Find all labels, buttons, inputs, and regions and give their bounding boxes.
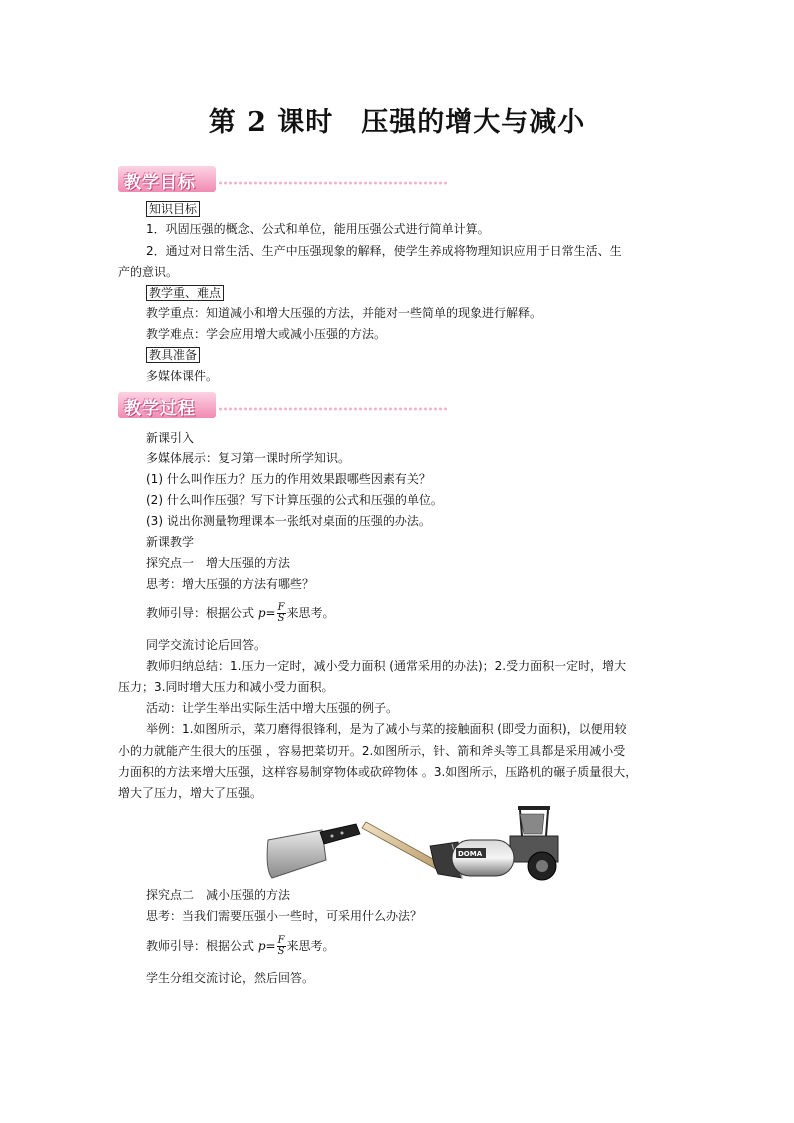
formula-equals: = <box>265 939 276 953</box>
tools-figure <box>262 800 562 882</box>
explore-1-heading: 探究点一 增大压强的方法 <box>146 556 291 570</box>
formula-numerator: F <box>277 602 285 613</box>
tools: 多媒体课件。 <box>146 369 219 383</box>
section-banner-process <box>118 392 448 420</box>
tools-heading-text: 教具准备 <box>146 347 200 363</box>
question-1: (1) 什么叫作压力？压力的作用效果跟哪些因素有关？ <box>146 472 431 486</box>
answer-2: 学生分组交流讨论，然后回答。 <box>146 971 315 985</box>
pressure-formula <box>258 603 287 624</box>
example-b: 小的力就能产生很大的压强 ，容易把菜切开。2.如图所示，针、箭和斧头等工具都是采用减小受 <box>118 744 626 758</box>
banner-dotted-line <box>218 180 448 186</box>
guide-prefix: 教师引导：根据公式 <box>146 939 258 953</box>
explore-2-heading: 探究点二 减小压强的方法 <box>146 888 291 902</box>
tools-heading <box>146 347 200 363</box>
guide-suffix: 来思考。 <box>286 939 335 953</box>
formula-denominator: S <box>277 613 285 624</box>
key-point: 教学重点：知道减小和增大压强的方法，并能对一些简单的现象进行解释。 <box>146 306 543 320</box>
formula-numerator: F <box>277 935 285 946</box>
objective-2b: 产的意识。 <box>118 265 179 279</box>
summary-a: 教师归纳总结：1.压力一定时，减小受力面积 (通常采用的办法)；2.受力面积一定时，增大 <box>146 659 627 673</box>
key-heading-text: 教学重、难点 <box>146 285 224 301</box>
difficulty: 教学难点：学会应用增大或减小压强的方法。 <box>146 327 387 341</box>
objective-2a: 2．通过对日常生活、生产中压强现象的解释，使学生养成将物理知识应用于日常生活、生 <box>146 244 622 258</box>
question-2: (2) 什么叫作压强？写下计算压强的公式和压强的单位。 <box>146 493 443 507</box>
formula-p: p <box>257 939 266 953</box>
page-title: 第 2 课时 压强的增大与减小 <box>208 107 586 138</box>
knowledge-heading-text: 知识目标 <box>146 201 200 217</box>
formula-fraction <box>277 936 286 957</box>
example-c: 力面积的方法来增大压强，这样容易制穿物体或砍碎物体 。3.如图所示，压路机的碾子质量很大， <box>118 765 638 779</box>
answer-1: 同学交流讨论后回答。 <box>146 638 267 652</box>
pressure-formula <box>258 936 287 957</box>
knowledge-heading <box>146 201 200 217</box>
road-roller-icon <box>452 806 558 880</box>
think-2: 思考：当我们需要压强小一些时，可采用什么办法？ <box>146 909 423 923</box>
guide-formula-2 <box>146 936 335 957</box>
new-lesson-heading: 新课教学 <box>146 535 195 549</box>
think-1: 思考：增大压强的方法有哪些？ <box>146 577 315 591</box>
tools-illustration <box>262 800 562 882</box>
formula-fraction <box>277 603 286 624</box>
section-title-process: 教学过程 <box>124 399 196 419</box>
example-a: 举例：1.如图所示，菜刀磨得很锋利，是为了减小与菜的接触面积 (即受力面积)，以便用较 <box>146 722 627 736</box>
key-heading <box>146 285 224 301</box>
guide-formula-1 <box>146 603 335 624</box>
banner-dotted-line <box>218 406 448 412</box>
roller-brand-label: DOMA <box>458 850 483 858</box>
activity: 活动：让学生举出实际生活中增大压强的例子。 <box>146 701 399 715</box>
question-3: (3) 说出你测量物理课本一张纸对桌面的压强的办法。 <box>146 514 431 528</box>
cleaver-icon <box>267 824 360 878</box>
formula-equals: = <box>265 606 276 620</box>
formula-denominator: S <box>277 946 285 957</box>
formula-p: p <box>257 606 266 620</box>
intro-heading: 新课引入 <box>146 431 195 445</box>
guide-prefix: 教师引导：根据公式 <box>146 606 258 620</box>
guide-suffix: 来思考。 <box>286 606 335 620</box>
summary-b: 压力；3.同时增大压力和减小受力面积。 <box>118 680 334 694</box>
section-banner-objectives <box>118 166 448 194</box>
example-d: 增大了压力，增大了压强。 <box>118 786 263 800</box>
objective-1: 1．巩固压强的概念、公式和单位，能用压强公式进行简单计算。 <box>146 222 490 236</box>
intro-p1: 多媒体展示：复习第一课时所学知识。 <box>146 451 351 465</box>
axe-icon <box>362 822 462 878</box>
section-title-objectives: 教学目标 <box>124 173 196 193</box>
